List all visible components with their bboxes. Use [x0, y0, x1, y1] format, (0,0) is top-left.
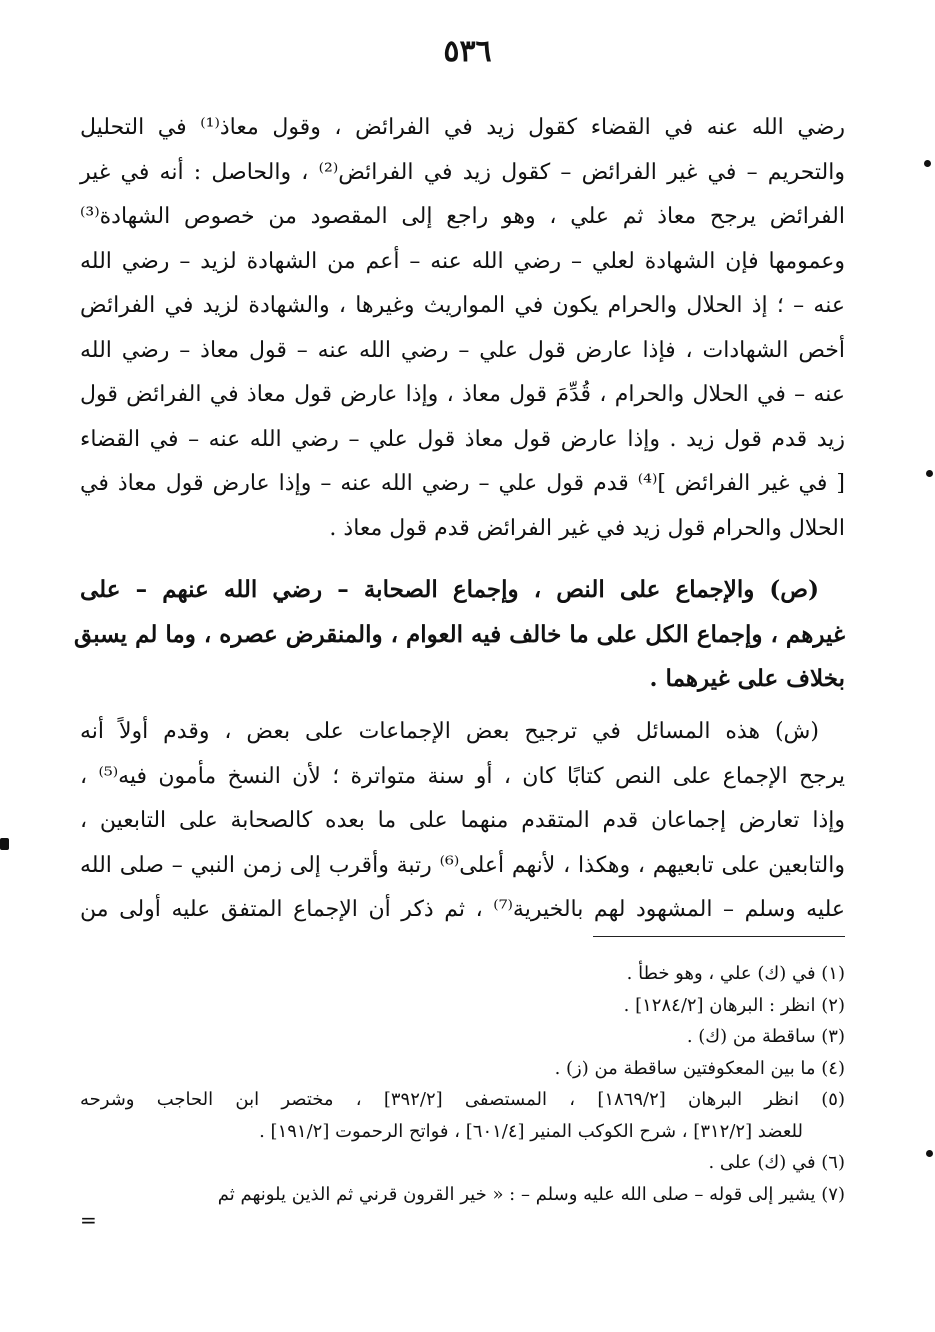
text-line: الفرائض يرجح معاذ ثم علي ، وهو راجع إلى المقصود من خصوص الشهادة⁽³⁾ [80, 204, 845, 229]
footnote: (٧) يشير إلى قوله – صلى الله عليه وسلم – : « خير القرون قرني ثم الذين يلونهم ثم [217, 1183, 845, 1205]
paragraph-sharh [80, 710, 845, 933]
text-line: عليه وسلم – المشهود لهم بالخيرية⁽⁷⁾ ، ثم ذكر أن الإجماع المتفق عليه أولى من [80, 897, 845, 922]
continuation-mark: = [80, 1208, 97, 1232]
text-line: زيد قدم قول زيد . وإذا عارض قول معاذ قول علي – رضي الله عنه – في القضاء [80, 426, 845, 452]
text-line: عنه – في الحلال والحرام ، قُدِّمَ قول معاذ ، وإذا عارض قول معاذ في الفرائض قول [80, 382, 845, 407]
footnotes [80, 958, 845, 1210]
footnote: (٥) انظر البرهان [١٨٦٩/٢] ، المستصفى [٣٩٢/٢] ، مختصر ابن الحاجب وشرحه [80, 1089, 845, 1110]
paragraph-matn [74, 568, 845, 702]
text-line: (ش) هذه المسائل في ترجيح بعض الإجماعات على بعض ، وقدم أولاً أنه [80, 719, 819, 744]
text-line: أخص الشهادات ، فإذا عارض قول علي – رضي الله عنه – قول معاذ – رضي الله [80, 337, 845, 363]
paragraph-commentary-1 [80, 106, 845, 551]
footnote-separator [593, 936, 845, 937]
page-number: ٥٣٦ [443, 34, 492, 69]
text-line: الحلال والحرام قول زيد في غير الفرائض قدم قول معاذ . [329, 515, 845, 541]
text-line: يرجح الإجماع على النص كتابًا كان ، أو سنة متواترة ؛ لأن النسخ مأمون فيه⁽⁵⁾ ، [80, 763, 846, 789]
scan-edge-dot [0, 838, 9, 850]
footnote: (١) في (ك) علي ، وهو خطأ . [626, 963, 845, 984]
text-line: والتابعين على تابعيهم ، وهكذا ، لأنهم أعلى⁽⁶⁾ رتبة وأقرب إلى زمن النبي – صلى الله [80, 852, 845, 878]
footnote: (٢) انظر : البرهان [١٢٨٤/٢] . [623, 994, 845, 1016]
scan-edge-dot [924, 160, 931, 167]
text-line: [ في غير الفرائض ]⁽⁴⁾ قدم قول علي – رضي الله عنه – وإذا عارض قول معاذ في [80, 471, 845, 496]
scan-edge-dot [926, 1150, 933, 1157]
footnote: (٦) في (ك) على . [708, 1152, 845, 1173]
footnote-continuation: للعضد [٣١٢/٢] ، شرح الكوكب المنير [٦٠١/٤] ، فواتح الرحموت [١٩١/٢] . [259, 1120, 803, 1142]
text-line: والتحريم – في غير الفرائض – كقول زيد في الفرائض⁽²⁾ ، والحاصل : أنه في غير [80, 159, 845, 185]
scan-edge-dot [926, 470, 933, 477]
text-line: عنه – ؛ إذ الحلال والحرام يكون في المواريث وغيرها ، والشهادة لزيد في الفرائض [80, 293, 845, 318]
text-line: غيرهم ، وإجماع الكل على ما خالف فيه العوام ، والمنقرض عصره ، وما لم يسبق [74, 620, 845, 648]
text-line: (ص) والإجماع على النص ، وإجماع الصحابة – رضي الله عنهم – على [80, 576, 819, 603]
footnote: (٤) ما بين المعكوفتين ساقطة من (ز) . [554, 1057, 845, 1079]
footnote: (٣) ساقطة من (ك) . [686, 1026, 845, 1047]
text-line: بخلاف على غيرهما . [649, 665, 845, 692]
text-line: وإذا تعارض إجماعان قدم المتقدم منهما على ما بعده كالصحابة على التابعين ، [80, 808, 845, 833]
text-line: وعمومها فإن الشهادة لعلي – رضي الله عنه – أعم من الشهادة لزيد – رضي الله [80, 248, 845, 274]
text-line: رضي الله عنه في القضاء كقول زيد في الفرائض ، وقول معاذ⁽¹⁾ في التحليل [80, 115, 845, 140]
